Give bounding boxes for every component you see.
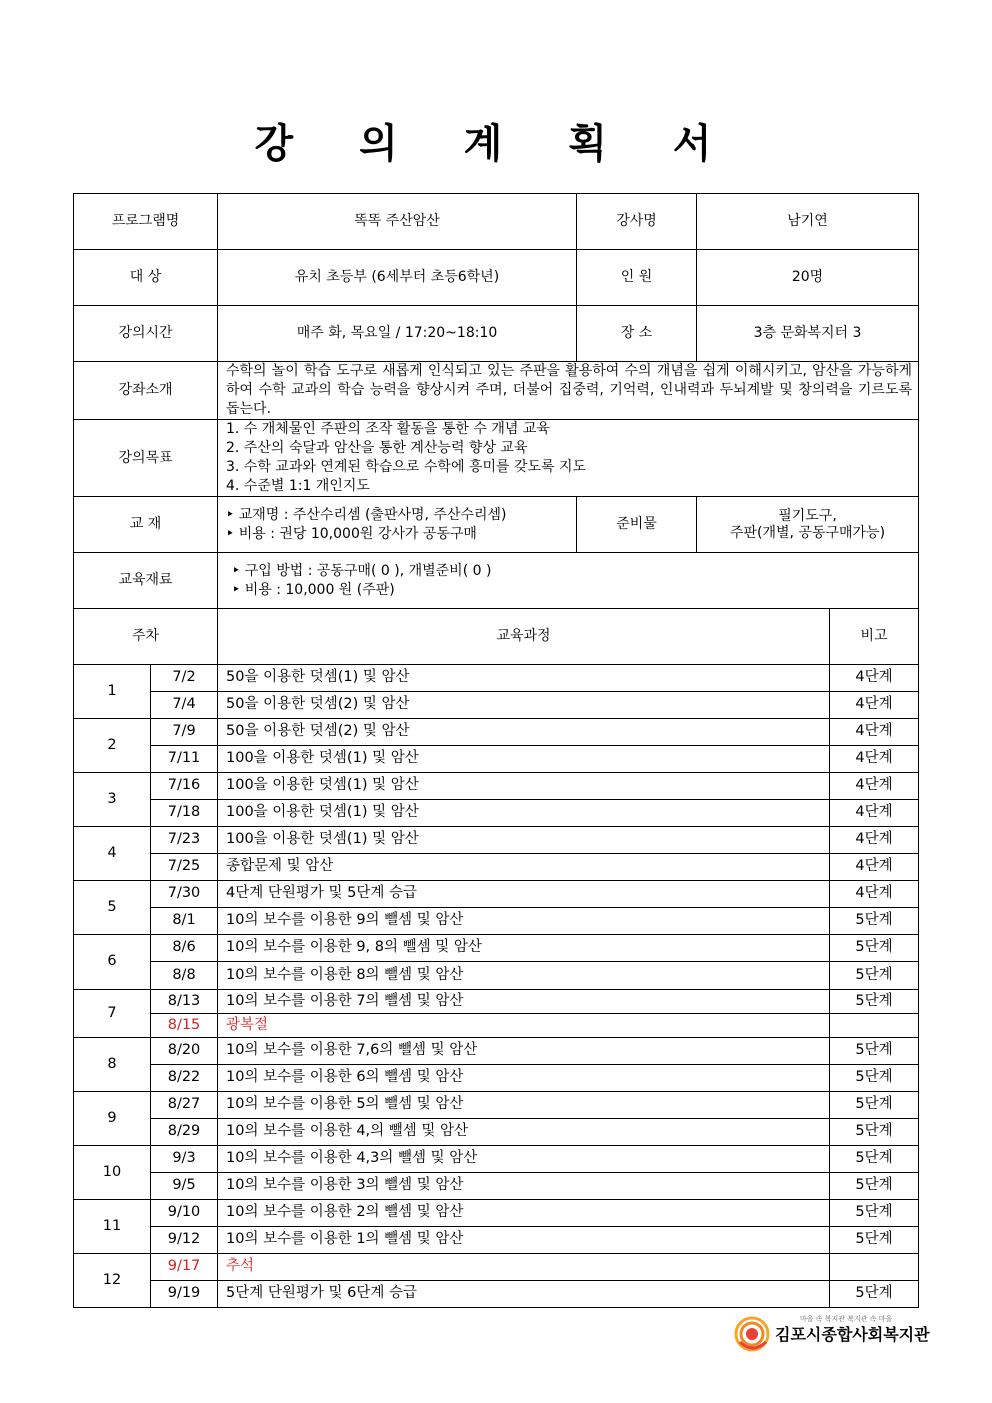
session-course: 50을 이용한 덧셈(2) 및 암산 <box>218 719 830 746</box>
session-course: 10의 보수를 이용한 4,3의 뺄셈 및 암산 <box>218 1146 830 1173</box>
week-number: 5 <box>74 881 151 935</box>
time-value: 매주 화, 목요일 / 17:20~18:10 <box>218 306 577 362</box>
schedule-row <box>74 1014 919 1038</box>
week-number: 1 <box>74 665 151 719</box>
session-note: 4단계 <box>830 773 919 800</box>
goal-item: 3. 수학 교과와 연계된 학습으로 수학에 흥미를 갖도록 지도 <box>226 459 587 475</box>
target-value: 유치 초등부 (6세부터 초등6학년) <box>218 250 577 306</box>
lecture-plan-table <box>73 193 919 1308</box>
schedule-row <box>74 1146 919 1173</box>
session-course: 10의 보수를 이용한 7,6의 뺄셈 및 암산 <box>218 1038 830 1065</box>
session-note: 5단계 <box>830 908 919 935</box>
session-date: 8/15 <box>151 1014 218 1038</box>
session-date: 7/9 <box>151 719 218 746</box>
session-date: 7/11 <box>151 746 218 773</box>
session-note: 5단계 <box>830 1092 919 1119</box>
prep-label: 준비물 <box>577 497 697 553</box>
note-header: 비고 <box>830 609 919 665</box>
teacher-label: 강사명 <box>577 194 697 250</box>
intro-text: 수학의 놀이 학습 도구로 새롭게 인식되고 있는 주판을 활용하여 수의 개념을 쉽게 이해시키고, 암산을 가능하게 하여 수학 교과의 학습 능력을 향상시켜 주며, 더불어 집중력, 기억력, 인내력과 두뇌계발 및 창의력을 기르도록 돕는다. <box>218 362 919 420</box>
session-course: 10의 보수를 이용한 6의 뺄셈 및 암산 <box>218 1065 830 1092</box>
session-course: 100을 이용한 덧셈(1) 및 암산 <box>218 773 830 800</box>
session-note <box>830 1254 919 1281</box>
session-date: 7/4 <box>151 692 218 719</box>
program-value: 똑똑 주산암산 <box>218 194 577 250</box>
material-line: ‣ 구입 방법 : 공동구매( 0 ), 개별준비( 0 ) <box>232 562 492 579</box>
session-date: 9/17 <box>151 1254 218 1281</box>
count-value: 20명 <box>697 250 919 306</box>
goal-item: 1. 수 개체물인 주판의 조작 활동을 통한 수 개념 교육 <box>226 421 550 437</box>
place-value: 3층 문화복지터 3 <box>697 306 919 362</box>
session-date: 7/16 <box>151 773 218 800</box>
week-header: 주차 <box>74 609 218 665</box>
week-number: 2 <box>74 719 151 773</box>
textbook-line: ‣ 비용 : 권당 10,000원 강사가 공동구매 <box>226 525 477 542</box>
session-note: 5단계 <box>830 1281 919 1308</box>
session-date: 7/25 <box>151 854 218 881</box>
session-note: 5단계 <box>830 1119 919 1146</box>
session-date: 9/19 <box>151 1281 218 1308</box>
session-course: 5단계 단원평가 및 6단계 승급 <box>218 1281 830 1308</box>
session-course: 10의 보수를 이용한 9의 뺄셈 및 암산 <box>218 908 830 935</box>
session-course: 광복절 <box>218 1014 830 1038</box>
session-course: 10의 보수를 이용한 9, 8의 뺄셈 및 암산 <box>218 935 830 962</box>
session-date: 8/6 <box>151 935 218 962</box>
intro-label: 강좌소개 <box>74 362 218 420</box>
session-note: 5단계 <box>830 1173 919 1200</box>
prep-line: 필기도구, <box>778 507 837 524</box>
session-note: 4단계 <box>830 800 919 827</box>
session-date: 8/1 <box>151 908 218 935</box>
week-number: 11 <box>74 1200 151 1254</box>
session-course: 10의 보수를 이용한 4,의 뺄셈 및 암산 <box>218 1119 830 1146</box>
textbook-label: 교 재 <box>74 497 218 553</box>
schedule-row <box>74 800 919 827</box>
schedule-row <box>74 827 919 854</box>
schedule-row <box>74 881 919 908</box>
schedule-row <box>74 665 919 692</box>
session-date: 8/29 <box>151 1119 218 1146</box>
logo-tagline: 마을 속 복지관 복지관 속 마을 <box>800 1315 893 1323</box>
session-date: 7/30 <box>151 881 218 908</box>
session-date: 8/13 <box>151 990 218 1014</box>
goals-list <box>218 420 919 497</box>
session-note: 5단계 <box>830 1200 919 1227</box>
session-date: 8/20 <box>151 1038 218 1065</box>
schedule-row <box>74 1065 919 1092</box>
course-header: 교육과정 <box>218 609 830 665</box>
schedule-row <box>74 1227 919 1254</box>
session-note: 5단계 <box>830 1227 919 1254</box>
week-number: 9 <box>74 1092 151 1146</box>
schedule-row <box>74 1119 919 1146</box>
prep-line: 주판(개별, 공동구매가능) <box>729 524 886 541</box>
schedule-row <box>74 1200 919 1227</box>
session-note: 4단계 <box>830 827 919 854</box>
session-course: 100을 이용한 덧셈(1) 및 암산 <box>218 800 830 827</box>
session-date: 9/10 <box>151 1200 218 1227</box>
session-course: 50을 이용한 덧셈(1) 및 암산 <box>218 665 830 692</box>
schedule-row <box>74 908 919 935</box>
session-note: 4단계 <box>830 854 919 881</box>
session-date: 8/8 <box>151 962 218 990</box>
count-label: 인 원 <box>577 250 697 306</box>
schedule-row <box>74 719 919 746</box>
session-note: 5단계 <box>830 935 919 962</box>
session-date: 7/18 <box>151 800 218 827</box>
teacher-value: 남기연 <box>697 194 919 250</box>
session-note: 4단계 <box>830 719 919 746</box>
session-course: 100을 이용한 덧셈(1) 및 암산 <box>218 746 830 773</box>
time-label: 강의시간 <box>74 306 218 362</box>
session-course: 종합문제 및 암산 <box>218 854 830 881</box>
session-date: 8/22 <box>151 1065 218 1092</box>
schedule-row <box>74 990 919 1014</box>
session-course: 추석 <box>218 1254 830 1281</box>
goal-item: 2. 주산의 숙달과 암산을 통한 계산능력 향상 교육 <box>226 440 528 456</box>
session-date: 7/23 <box>151 827 218 854</box>
schedule-row <box>74 935 919 962</box>
textbook-line: ‣ 교재명 : 주산수리셈 (출판사명, 주산수리셈) <box>226 506 507 523</box>
schedule-row <box>74 1281 919 1308</box>
session-date: 7/2 <box>151 665 218 692</box>
session-course: 10의 보수를 이용한 8의 뺄셈 및 암산 <box>218 962 830 990</box>
session-note: 5단계 <box>830 1146 919 1173</box>
schedule-row <box>74 692 919 719</box>
session-note: 5단계 <box>830 990 919 1014</box>
material-line: ‣ 비용 : 10,000 원 (주판) <box>232 581 395 598</box>
session-course: 10의 보수를 이용한 2의 뺄셈 및 암산 <box>218 1200 830 1227</box>
week-number: 4 <box>74 827 151 881</box>
week-number: 3 <box>74 773 151 827</box>
week-number: 10 <box>74 1146 151 1200</box>
session-note: 4단계 <box>830 881 919 908</box>
schedule-row <box>74 1038 919 1065</box>
schedule-row <box>74 1254 919 1281</box>
schedule-row <box>74 773 919 800</box>
schedule-row <box>74 746 919 773</box>
logo-text: 김포시종합사회복지관 <box>775 1325 930 1344</box>
week-number: 12 <box>74 1254 151 1308</box>
session-note: 4단계 <box>830 746 919 773</box>
session-note <box>830 1014 919 1038</box>
session-note: 5단계 <box>830 1038 919 1065</box>
week-number: 7 <box>74 990 151 1038</box>
material-info <box>218 553 919 609</box>
session-date: 9/5 <box>151 1173 218 1200</box>
session-note: 4단계 <box>830 692 919 719</box>
week-number: 6 <box>74 935 151 990</box>
session-date: 9/3 <box>151 1146 218 1173</box>
place-label: 장 소 <box>577 306 697 362</box>
schedule-row <box>74 1173 919 1200</box>
session-date: 9/12 <box>151 1227 218 1254</box>
session-course: 100을 이용한 덧셈(1) 및 암산 <box>218 827 830 854</box>
goal-item: 4. 수준별 1:1 개인지도 <box>226 478 370 494</box>
session-course: 10의 보수를 이용한 1의 뺄셈 및 암산 <box>218 1227 830 1254</box>
schedule-row <box>74 1092 919 1119</box>
document-title: 강 의 계 획 서 <box>254 121 738 167</box>
goals-label: 강의목표 <box>74 420 218 497</box>
target-label: 대 상 <box>74 250 218 306</box>
session-note: 5단계 <box>830 1065 919 1092</box>
session-course: 4단계 단원평가 및 5단계 승급 <box>218 881 830 908</box>
material-label: 교육재료 <box>74 553 218 609</box>
session-course: 10의 보수를 이용한 7의 뺄셈 및 암산 <box>218 990 830 1014</box>
session-date: 8/27 <box>151 1092 218 1119</box>
program-label: 프로그램명 <box>74 194 218 250</box>
schedule-row <box>74 854 919 881</box>
session-course: 50을 이용한 덧셈(2) 및 암산 <box>218 692 830 719</box>
schedule-row <box>74 962 919 990</box>
session-note: 5단계 <box>830 962 919 990</box>
textbook-info <box>218 497 577 553</box>
session-course: 10의 보수를 이용한 3의 뺄셈 및 암산 <box>218 1173 830 1200</box>
week-number: 8 <box>74 1038 151 1092</box>
session-note: 4단계 <box>830 665 919 692</box>
session-course: 10의 보수를 이용한 5의 뺄셈 및 암산 <box>218 1092 830 1119</box>
prep-value <box>697 497 919 553</box>
